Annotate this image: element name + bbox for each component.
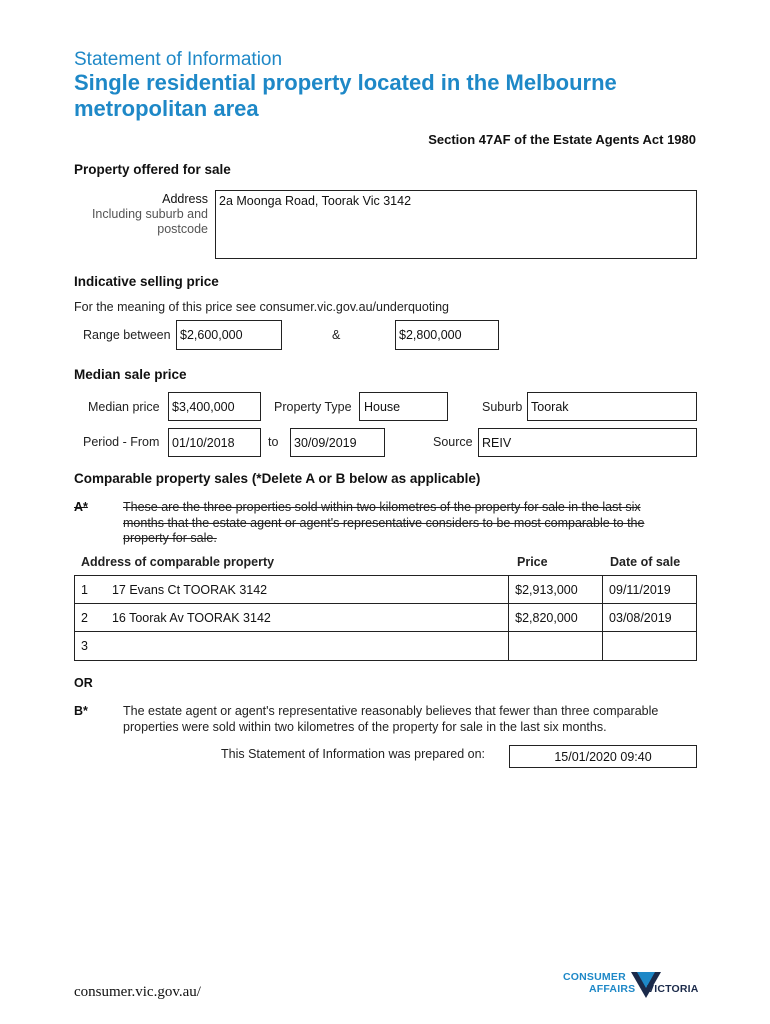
prepared-label: This Statement of Information was prepared on: — [221, 747, 486, 761]
table-row — [75, 632, 697, 661]
row-address: 17 Evans Ct TOORAK 3142 — [111, 582, 268, 597]
row-number: 1 — [81, 582, 88, 597]
date-cell[interactable]: 03/08/2019 — [603, 604, 697, 632]
option-a-text — [123, 500, 644, 547]
address-cell[interactable] — [75, 604, 509, 632]
section-reference: Section 47AF of the Estate Agents Act 1980 — [428, 132, 696, 147]
logo-text-affairs: AFFAIRS — [589, 983, 636, 995]
option-b-text-line-2: properties were sold within two kilometres of the property for sale in the last six months. — [123, 719, 607, 734]
address-sublabel-1: Including suburb and — [91, 207, 208, 221]
suburb-label: Suburb — [482, 400, 523, 414]
address-label: Address — [162, 192, 208, 206]
median-price-label: Median price — [88, 400, 160, 414]
property-type-label: Property Type — [274, 400, 352, 414]
range-low-field[interactable] — [176, 320, 282, 350]
consumer-affairs-victoria-logo — [563, 970, 703, 1010]
option-a-text-line-2: months that the estate agent or agent's representative considers to be most comparable to the — [123, 515, 645, 530]
comparable-table — [74, 575, 697, 661]
row-address: 16 Toorak Av TOORAK 3142 — [111, 610, 271, 625]
prepared-date-field[interactable] — [509, 745, 697, 768]
property-heading: Property offered for sale — [74, 162, 231, 177]
main-title-line-2: metropolitan area — [74, 96, 259, 121]
table-row — [75, 576, 697, 604]
main-title-line-1: Single residential property located in the Melbourne — [74, 70, 617, 95]
row-number: 3 — [81, 639, 88, 653]
source-value: REIV — [482, 436, 512, 450]
source-label: Source — [433, 435, 473, 449]
option-a-text-line-1: These are the three properties sold within two kilometres of the property for sale in the last six — [123, 500, 641, 514]
option-a-marker: A* — [74, 500, 88, 514]
property-type-value: House — [364, 400, 401, 414]
col-header-price: Price — [517, 555, 548, 569]
footer-url[interactable]: consumer.vic.gov.au/ — [74, 984, 201, 1000]
period-from-field[interactable] — [168, 428, 261, 457]
source-field[interactable] — [478, 428, 697, 457]
logo-text-consumer: CONSUMER — [563, 971, 626, 983]
address-cell[interactable] — [75, 576, 509, 604]
median-price-field[interactable] — [168, 392, 261, 421]
option-b-marker: B* — [74, 704, 88, 718]
statement-title: Statement of Information — [74, 49, 283, 70]
period-from-label: Period - From — [83, 435, 160, 449]
price-cell[interactable]: $2,913,000 — [509, 576, 603, 604]
period-from-value: 01/10/2018 — [172, 436, 235, 450]
option-b-text — [123, 704, 658, 735]
address-sublabel-2: postcode — [157, 222, 208, 236]
price-cell[interactable] — [509, 632, 603, 661]
option-b-text-line-1: The estate agent or agent's representative reasonably believes that fewer than three comparable — [123, 704, 659, 718]
median-heading: Median sale price — [74, 367, 187, 382]
table-row — [75, 604, 697, 632]
range-high-value: $2,800,000 — [399, 328, 462, 342]
indicative-heading: Indicative selling price — [74, 274, 219, 289]
or-label: OR — [74, 676, 93, 690]
property-type-field[interactable] — [359, 392, 448, 421]
price-cell[interactable]: $2,820,000 — [509, 604, 603, 632]
period-to-label: to — [268, 435, 279, 449]
period-to-value: 30/09/2019 — [294, 436, 357, 450]
date-cell[interactable]: 09/11/2019 — [603, 576, 697, 604]
period-to-field[interactable] — [290, 428, 385, 457]
suburb-value: Toorak — [531, 400, 569, 414]
date-cell[interactable] — [603, 632, 697, 661]
address-cell[interactable] — [75, 632, 509, 661]
row-number: 2 — [81, 610, 88, 625]
col-header-date: Date of sale — [610, 555, 681, 569]
prepared-date-value: 15/01/2020 09:40 — [554, 750, 652, 764]
comparable-heading: Comparable property sales (*Delete A or B below as applicable) — [74, 471, 481, 486]
address-field[interactable] — [215, 190, 697, 259]
median-price-value: $3,400,000 — [172, 400, 235, 414]
range-low-value: $2,600,000 — [180, 328, 243, 342]
col-header-address: Address of comparable property — [81, 555, 275, 569]
option-a-text-line-3: property for sale. — [123, 531, 217, 545]
main-title — [74, 70, 617, 122]
range-high-field[interactable] — [395, 320, 499, 350]
suburb-field[interactable] — [527, 392, 697, 421]
address-value: 2a Moonga Road, Toorak Vic 3142 — [219, 194, 412, 208]
indicative-note: For the meaning of this price see consumer.vic.gov.au/underquoting — [74, 300, 449, 314]
range-label: Range between — [83, 328, 171, 342]
range-ampersand: & — [332, 328, 341, 342]
logo-text-victoria: VICTORIA — [647, 983, 699, 995]
